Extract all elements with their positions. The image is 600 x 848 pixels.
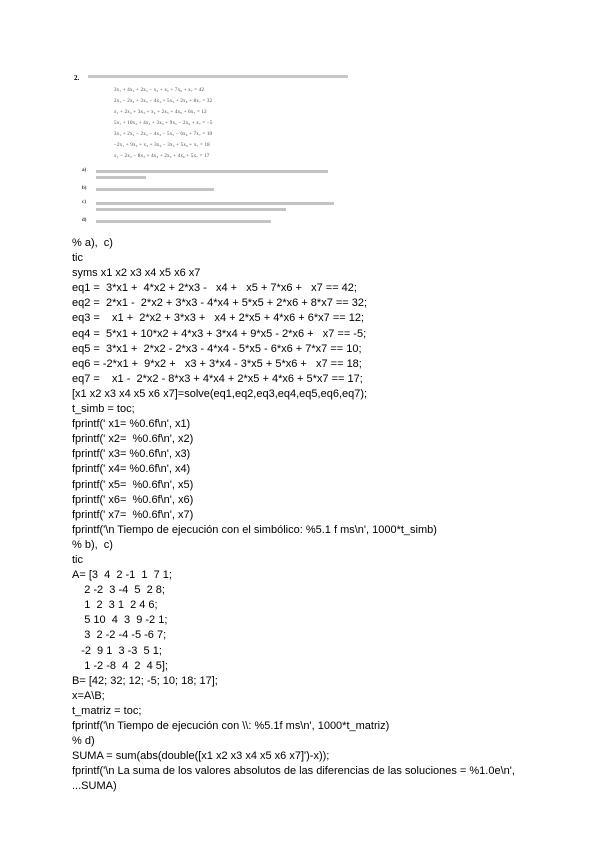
code-line: ...SUMA) [72, 780, 117, 793]
task-item-text [96, 176, 146, 179]
system-equation: 2x₁ − 2x₂ + 3x₃ − 4x₄ + 5x₅ + 2x₆ + 8x₇ = 32 [114, 99, 213, 104]
code-line: 1 -2 -8 4 2 4 5]; [72, 659, 168, 672]
code-line: syms x1 x2 x3 x4 x5 x6 x7 [72, 267, 201, 280]
code-line: eq2 = 2*x1 - 2*x2 + 3*x3 - 4*x4 + 5*x5 + 2*x6 + 8*x7 == 32; [72, 297, 368, 310]
code-line: fprintf('\n La suma de los valores absolutos de las diferencias de las soluciones = %1.0e\n', [72, 765, 515, 778]
problem-statement-image [74, 70, 404, 228]
code-line: eq7 = x1 - 2*x2 - 8*x3 + 4*x4 + 2*x5 + 4*x6 + 5*x7 == 17; [72, 372, 363, 385]
code-line: SUMA = sum(abs(double([x1 x2 x3 x4 x5 x6 x7]')-x)); [72, 750, 330, 763]
system-equation: 3x₁ + 4x₂ + 2x₃ − x₄ + x₅ + 7x₆ + x₇ = 42 [114, 88, 205, 93]
code-line: % a), c) [72, 237, 113, 249]
system-equation: x₁ + 2x₂ + 3x₃ + x₄ + 2x₅ + 4x₆ + 6x₇ = 12 [114, 110, 207, 115]
system-equation: 3x₁ + 2x₂ − 2x₃ − 4x₄ − 5x₅ − 6x₆ + 7x₇ = 10 [114, 132, 213, 137]
code-line: tic [72, 553, 83, 566]
code-line: eq3 = x1 + 2*x2 + 3*x3 + x4 + 2*x5 + 4*x6 + 6*x7 == 12; [72, 312, 365, 325]
system-equation: 5x₁ + 10x₂ + 4x₃ + 3x₄ + 9x₅ − 2x₆ + x₇ = −5 [114, 121, 213, 126]
code-line: fprintf('\n Tiempo de ejecución con el simbólico: %5.1 f ms\n', 1000*t_simb) [72, 523, 437, 536]
code-line: B= [42; 32; 12; -5; 10; 18; 17]; [72, 674, 218, 687]
code-line: 5 10 4 3 9 -2 1; [72, 614, 168, 627]
code-line: 1 2 3 1 2 4 6; [72, 599, 158, 612]
code-line: 2 -2 3 -4 5 2 8; [72, 584, 165, 597]
code-line: eq4 = 5*x1 + 10*x2 + 4*x3 + 3*x4 + 9*x5 - 2*x6 + x7 == -5; [72, 327, 367, 340]
code-line: fprintf(' x7= %0.6f\n', x7) [72, 508, 194, 521]
task-item-label: a) [82, 168, 87, 173]
code-line: fprintf(' x1= %0.6f\n', x1) [72, 418, 191, 431]
task-item-text [96, 170, 328, 173]
task-item-label: c) [82, 200, 86, 205]
problem-intro-text [88, 75, 348, 78]
matlab-code-listing [72, 236, 592, 794]
code-line: eq5 = 3*x1 + 2*x2 - 2*x3 - 4*x4 - 5*x5 - 6*x6 + 7*x7 == 10; [72, 342, 362, 355]
task-item-label: b) [82, 186, 87, 191]
code-line: A= [3 4 2 -1 1 7 1; [72, 569, 172, 582]
task-item-text [96, 202, 334, 205]
task-item-text [96, 208, 286, 211]
code-line: % d) [72, 735, 95, 748]
code-line: % b), c) [72, 538, 113, 551]
code-line: fprintf('\n Tiempo de ejecución con \\: %5.1f ms\n', 1000*t_matriz) [72, 720, 390, 732]
code-line: fprintf(' x2= %0.6f\n', x2) [72, 433, 194, 446]
task-item-label: d) [82, 218, 87, 223]
code-line: fprintf(' x6= %0.6f\n', x6) [72, 493, 194, 506]
problem-number: 2. [74, 74, 80, 82]
code-line: t_matriz = toc; [72, 704, 142, 717]
code-line: fprintf(' x4= %0.6f\n', x4) [72, 463, 191, 476]
code-line: tic [72, 252, 83, 265]
task-item-text [96, 220, 271, 223]
code-line: 3 2 -2 -4 -5 -6 7; [72, 629, 167, 642]
task-item-text [96, 188, 214, 191]
code-line: fprintf(' x5= %0.6f\n', x5) [72, 478, 194, 491]
system-equation: −2x₁ + 9x₂ + x₃ + 3x₄ − 3x₅ + 5x₆ + x₇ = 18 [114, 143, 210, 148]
code-line: x=A\B; [72, 689, 105, 702]
code-line: -2 9 1 3 -3 5 1; [72, 644, 162, 657]
code-line: eq6 = -2*x1 + 9*x2 + x3 + 3*x4 - 3*x5 + 5*x6 + x7 == 18; [72, 357, 362, 370]
code-line: [x1 x2 x3 x4 x5 x6 x7]=solve(eq1,eq2,eq3,eq4,eq5,eq6,eq7); [72, 387, 368, 400]
system-equation: x₁ − 2x₂ − 8x₃ + 4x₄ + 2x₅ + 4x₆ + 5x₇ = 17 [114, 154, 210, 159]
code-line: fprintf(' x3= %0.6f\n', x3) [72, 448, 191, 461]
code-line: t_simb = toc; [72, 403, 135, 416]
code-line: eq1 = 3*x1 + 4*x2 + 2*x3 - x4 + x5 + 7*x6 + x7 == 42; [72, 282, 357, 295]
